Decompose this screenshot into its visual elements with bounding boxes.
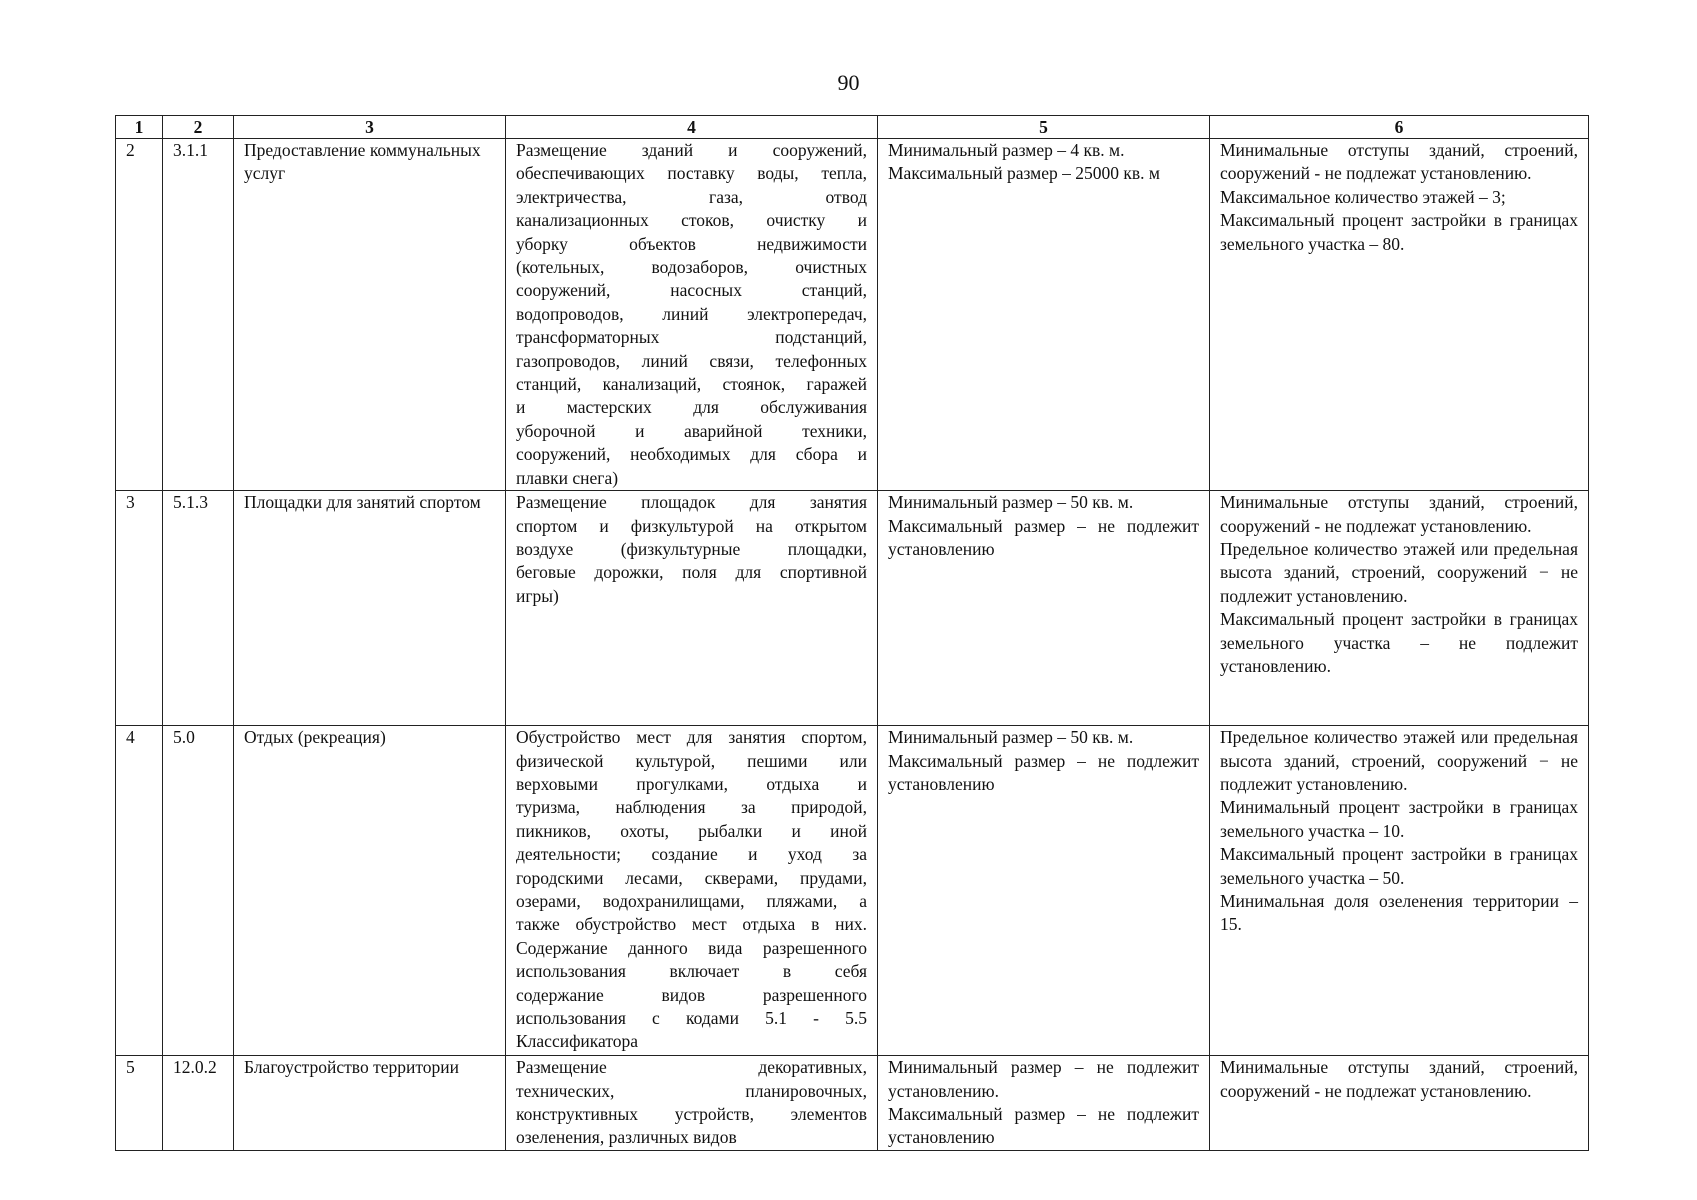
row-number-cell: 3 (116, 491, 163, 726)
row-number-cell: 5 (116, 1056, 163, 1151)
description-line: туризма, наблюдения за природой, (516, 797, 867, 818)
description-line: сооружений, насосных станций, (516, 280, 867, 301)
row-number-cell: 4 (116, 726, 163, 1056)
column-header: 3 (234, 116, 506, 139)
plot-size-text: Минимальный размер – 50 кв. м. (888, 727, 1134, 748)
description-line: технических, планировочных, (516, 1080, 867, 1101)
plot-size-text: Минимальный размер – 50 кв. м. (888, 492, 1134, 513)
use-name-cell: Предоставление коммунальных услуг (234, 139, 506, 491)
building-param-text: Максимальный процент застройки в границах земельного участка – не подлежит установлению. (1220, 609, 1578, 676)
description-line: обеспечивающих поставку воды, тепла, (516, 163, 867, 184)
building-params-cell (1210, 1056, 1589, 1151)
description-line: Размещение декоративных, (516, 1057, 867, 1078)
description-line: уборочной и аварийной техники, (516, 420, 867, 441)
regulations-table (115, 115, 1589, 1151)
description-line: газопроводов, линий связи, телефонных (516, 350, 867, 371)
classifier-code-cell: 12.0.2 (163, 1056, 234, 1151)
use-name-cell: Площадки для занятий спортом (234, 491, 506, 726)
plot-size-text: Минимальный размер – 4 кв. м. (888, 140, 1125, 160)
description-line: озеленения, различных видов (516, 1127, 737, 1148)
building-params-cell (1210, 491, 1589, 726)
column-header: 2 (163, 116, 234, 139)
description-line: беговые дорожки, поля для спортивной (516, 562, 867, 583)
description-line: городскими лесами, скверами, прудами, (516, 867, 867, 888)
description-line: использования с кодами 5.1 - 5.5 (516, 1007, 867, 1028)
description-line: деятельности; создание и уход за (516, 844, 867, 865)
description-line: водопроводов, линий электропередач, (516, 303, 867, 324)
description-line: Размещение площадок для занятия (516, 492, 867, 513)
description-line: игры) (516, 585, 559, 606)
building-param-text: Максимальный процент застройки в границах земельного участка – 50. (1220, 844, 1578, 888)
use-description-cell (506, 1056, 878, 1151)
plot-size-cell (878, 139, 1210, 491)
description-line: также обустройство мест отдыха в них. (516, 914, 867, 935)
description-line: использования включает в себя (516, 961, 867, 982)
description-line: озерами, водохранилищами, пляжами, а (516, 890, 867, 911)
use-name-cell: Отдых (рекреация) (234, 726, 506, 1056)
description-line: (котельных, водозаборов, очистных (516, 257, 867, 278)
header-row (116, 116, 1589, 139)
description-line: физической культурой, пешими или (516, 750, 867, 771)
building-param-text: Предельное количество этажей или предельная высота зданий, строений, сооружений − не подлежит установлению. (1220, 727, 1578, 794)
building-param-text: Максимальное количество этажей – 3; (1220, 186, 1506, 207)
row-number-cell: 2 (116, 139, 163, 491)
column-header: 4 (506, 116, 878, 139)
column-header: 6 (1210, 116, 1589, 139)
building-param-text: Предельное количество этажей или предельная высота зданий, строений, сооружений − не подлежит установлению. (1220, 538, 1578, 606)
use-name-cell: Благоустройство территории (234, 1056, 506, 1151)
description-line: Содержание данного вида разрешенного (516, 937, 867, 958)
description-line: плавки снега) (516, 467, 619, 488)
description-line: конструктивных устройств, элементов (516, 1103, 867, 1124)
description-line: верховыми прогулками, отдыха и (516, 773, 867, 794)
description-line: трансформаторных подстанций, (516, 327, 867, 348)
building-param-text: Минимальные отступы зданий, строений, сооружений - не подлежат установлению. (1220, 492, 1578, 536)
description-line: Классификатора (516, 1031, 639, 1052)
classifier-code-cell: 3.1.1 (163, 139, 234, 491)
plot-size-text: Максимальный размер – не подлежит установлению (888, 750, 1199, 794)
plot-size-text: Минимальный размер – не подлежит установлению. (888, 1057, 1199, 1101)
description-line: Размещение зданий и сооружений, (516, 140, 867, 160)
building-param-text: Минимальные отступы зданий, строений, сооружений - не подлежат установлению. (1220, 1057, 1578, 1101)
table-row (116, 491, 1589, 726)
page-number: 90 (837, 70, 860, 95)
use-description-cell (506, 726, 878, 1056)
description-line: Обустройство мест для занятия спортом, (516, 727, 867, 748)
description-line: сооружений, необходимых для сбора и (516, 444, 867, 465)
plot-size-text: Максимальный размер – не подлежит установлению (888, 1103, 1199, 1148)
description-line: воздухе (физкультурные площадки, (516, 538, 867, 559)
classifier-code-cell: 5.0 (163, 726, 234, 1056)
building-param-text: Минимальный процент застройки в границах земельного участка – 10. (1220, 797, 1578, 841)
description-line: станций, канализаций, стоянок, гаражей (516, 374, 867, 395)
use-description-cell (506, 139, 878, 491)
building-param-text: Минимальные отступы зданий, строений, сооружений - не подлежат установлению. (1220, 140, 1578, 184)
building-param-text: Максимальный процент застройки в границах земельного участка – 80. (1220, 210, 1578, 254)
table-row (116, 1056, 1589, 1151)
building-params-cell (1210, 726, 1589, 1056)
description-line: пикников, охоты, рыбалки и иной (516, 820, 867, 841)
plot-size-cell (878, 726, 1210, 1056)
description-line: и мастерских для обслуживания (516, 397, 867, 418)
table-row (116, 726, 1589, 1056)
description-line: содержание видов разрешенного (516, 984, 867, 1005)
column-header: 1 (116, 116, 163, 139)
classifier-code-cell: 5.1.3 (163, 491, 234, 726)
description-line: уборку объектов недвижимости (516, 233, 867, 254)
table-row (116, 139, 1589, 491)
plot-size-cell (878, 491, 1210, 726)
plot-size-text: Максимальный размер – не подлежит установлению (888, 515, 1199, 559)
description-line: канализационных стоков, очистку и (516, 210, 867, 231)
description-line: электричества, газа, отвод (516, 186, 867, 207)
plot-size-text: Максимальный размер – 25000 кв. м (888, 163, 1160, 184)
building-params-cell (1210, 139, 1589, 491)
plot-size-cell (878, 1056, 1210, 1151)
use-description-cell (506, 491, 878, 726)
column-header: 5 (878, 116, 1210, 139)
building-param-text: Минимальная доля озеленения территории – 15. (1220, 890, 1578, 935)
description-line: спортом и физкультурой на открытом (516, 515, 867, 536)
